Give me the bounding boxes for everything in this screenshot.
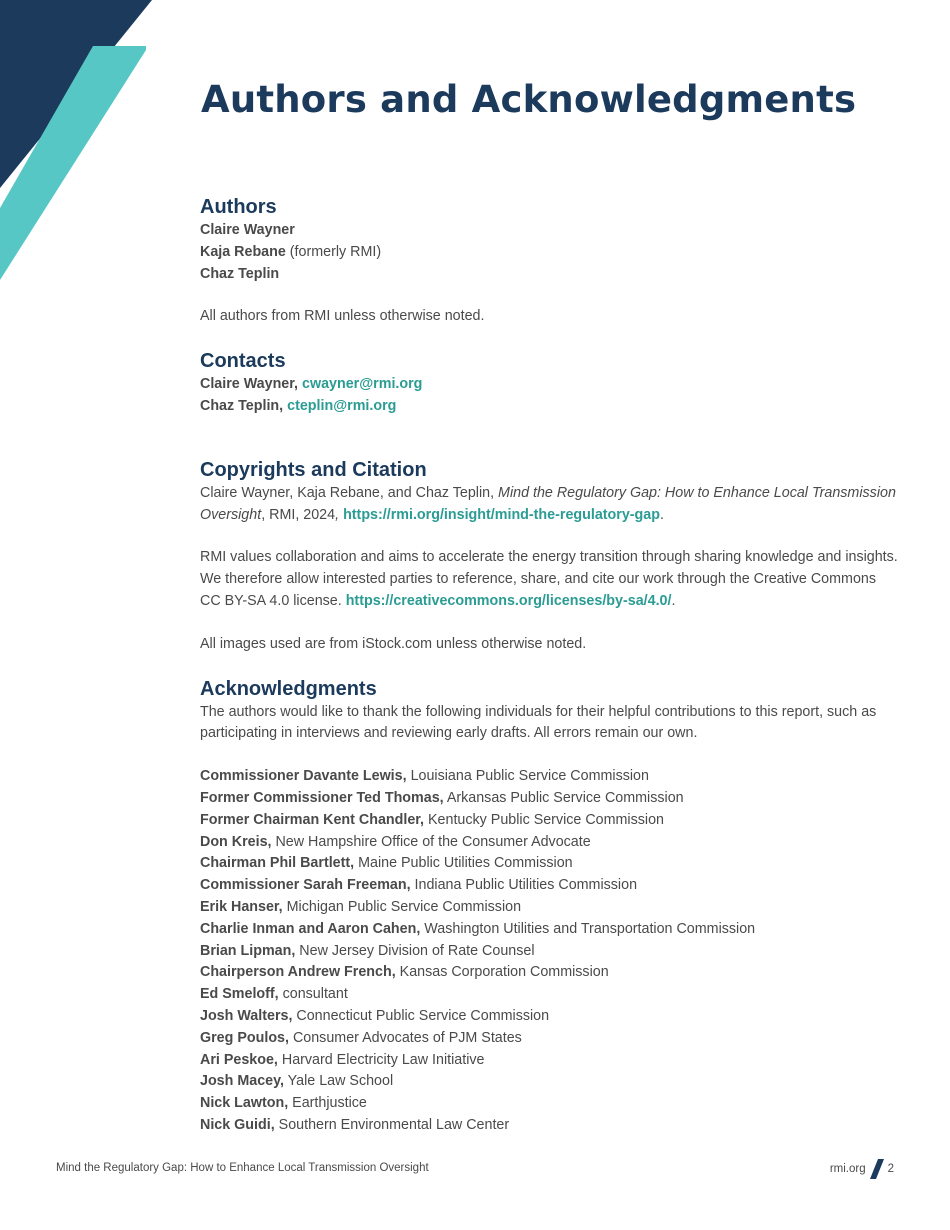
person-org: Kentucky Public Service Commission — [424, 811, 664, 828]
person-org: Michigan Public Service Commission — [282, 898, 522, 915]
list-item — [200, 1115, 900, 1137]
person-name: Don Kreis, — [200, 833, 272, 850]
acknowledgments-section — [200, 676, 900, 1137]
copyright-section — [200, 457, 900, 656]
person-name: Ari Peskoe, — [200, 1051, 278, 1068]
person-name: Former Commissioner Ted Thomas, — [200, 789, 444, 806]
authors-list — [200, 220, 900, 285]
footer-site-link[interactable]: rmi.org — [829, 1163, 866, 1175]
acknowledgments-intro: The authors would like to thank the following individuals for their helpful contributions to this report, such as participating in interviews and reviewing early drafts. All errors remain our own. — [200, 703, 877, 742]
list-item — [200, 941, 900, 963]
copyright-heading: Copyrights and Citation — [200, 458, 427, 481]
contact-email-link[interactable]: cteplin@rmi.org — [287, 397, 397, 414]
person-org: consultant — [278, 986, 348, 1003]
license-body: RMI values collaboration and aims to accelerate the energy transition through sharing knowledge and insights. We therefore allow interested parties to reference, share, and cite our work through the Creative Commons CC BY-SA 4.0 license. — [200, 549, 898, 609]
list-item — [200, 1093, 900, 1115]
list-item — [200, 1028, 900, 1050]
person-name: Charlie Inman and Aaron Cahen, — [200, 920, 421, 937]
main-content — [200, 194, 900, 1137]
person-org: Consumer Advocates of PJM States — [288, 1029, 522, 1046]
contact-name: Claire Wayner, — [200, 376, 299, 393]
person-org: Indiana Public Utilities Commission — [410, 877, 638, 894]
person-org: New Jersey Division of Rate Counsel — [295, 942, 535, 959]
list-item — [200, 1071, 900, 1093]
list-item — [200, 766, 900, 788]
list-item — [200, 853, 900, 875]
authors-note: All authors from RMI unless otherwise noted. — [200, 308, 485, 325]
person-name: Chairperson Andrew French, — [200, 964, 396, 981]
contact-email-link[interactable]: cwayner@rmi.org — [302, 376, 423, 393]
contacts-section — [200, 348, 900, 418]
list-item — [200, 875, 900, 897]
license-link[interactable]: https://creativecommons.org/licenses/by-sa/4.0/ — [345, 592, 672, 609]
acknowledgments-list — [200, 766, 900, 1137]
page-number: 2 — [887, 1163, 894, 1175]
person-name: Commissioner Sarah Freeman, — [200, 877, 411, 894]
list-item — [200, 832, 900, 854]
author-item — [200, 220, 900, 242]
citation-link[interactable]: https://rmi.org/insight/mind-the-regulatory-gap — [343, 506, 660, 523]
page-title: Authors and Acknowledgments — [201, 78, 857, 121]
list-item — [200, 984, 900, 1006]
license-text: RMI values collaboration and aims to accelerate the energy transition through sharing knowledge and insights. We therefore allow interested parties to reference, share, and cite our work through the Creative Commons CC BY-SA 4.0 license. https://creativecommons.org/licenses/by-sa/4.0/. — [200, 549, 898, 609]
citation-authors: Claire Wayner, Kaja Rebane, and Chaz Teplin, — [200, 484, 499, 501]
person-name: Greg Poulos, — [200, 1029, 289, 1046]
citation-publisher: , RMI, 2024 — [261, 506, 336, 523]
person-name: Brian Lipman, — [200, 942, 296, 959]
list-item — [200, 810, 900, 832]
citation-comma: , — [335, 506, 340, 523]
person-name: Chairman Phil Bartlett, — [200, 855, 355, 872]
person-name: Erik Hanser, — [200, 898, 283, 915]
person-org: Washington Utilities and Transportation Commission — [420, 920, 756, 937]
authors-heading: Authors — [200, 196, 277, 218]
corner-decoration — [0, 0, 160, 290]
footer-page-info — [830, 1158, 894, 1180]
list-item — [200, 897, 900, 919]
person-org: Kansas Corporation Commission — [395, 964, 609, 981]
citation-title: Mind the Regulatory Gap: How to Enhance Local Transmission Oversight — [200, 484, 896, 523]
person-org: Harvard Electricity Law Initiative — [277, 1051, 485, 1068]
footer-document-title: Mind the Regulatory Gap: How to Enhance Local Transmission Oversight — [56, 1162, 429, 1174]
person-org: Yale Law School — [283, 1073, 394, 1090]
author-item — [200, 264, 900, 286]
list-item — [200, 788, 900, 810]
list-item — [200, 1050, 900, 1072]
author-name: Kaja Rebane — [200, 243, 286, 260]
acknowledgments-heading: Acknowledgments — [200, 677, 377, 700]
person-org: Connecticut Public Service Commission — [292, 1007, 550, 1024]
person-name: Josh Walters, — [200, 1007, 293, 1024]
person-name: Nick Lawton, — [200, 1095, 289, 1112]
person-name: Former Chairman Kent Chandler, — [200, 811, 425, 828]
person-org: Maine Public Utilities Commission — [354, 855, 573, 872]
person-org: Louisiana Public Service Commission — [406, 768, 649, 785]
person-name: Ed Smeloff, — [200, 986, 279, 1003]
contacts-heading: Contacts — [200, 350, 286, 373]
person-name: Josh Macey, — [200, 1073, 284, 1090]
list-item — [200, 962, 900, 984]
list-item — [200, 919, 900, 941]
images-note: All images used are from iStock.com unless otherwise noted. — [200, 635, 587, 652]
person-name: Nick Guidi, — [200, 1116, 275, 1133]
author-name: Chaz Teplin — [200, 265, 280, 282]
author-note: (formerly RMI) — [285, 243, 382, 260]
contact-item — [200, 374, 900, 396]
citation-text: Claire Wayner, Kaja Rebane, and Chaz Teplin, Mind the Regulatory Gap: How to Enhance Local Transmission Oversight, RMI, 2024, https://rmi.org/insight/mind-the-regulatory-gap. — [200, 484, 896, 523]
authors-section — [200, 194, 900, 328]
person-org: Earthjustice — [288, 1095, 367, 1112]
contact-name: Chaz Teplin, — [200, 397, 284, 414]
contact-item — [200, 396, 900, 418]
slash-icon — [870, 1158, 884, 1180]
person-org: New Hampshire Office of the Consumer Advocate — [271, 833, 591, 850]
person-org: Arkansas Public Service Commission — [443, 789, 684, 806]
author-item — [200, 242, 900, 264]
person-org: Southern Environmental Law Center — [274, 1116, 510, 1133]
list-item — [200, 1006, 900, 1028]
author-name: Claire Wayner — [200, 222, 295, 238]
person-name: Commissioner Davante Lewis, — [200, 768, 407, 785]
